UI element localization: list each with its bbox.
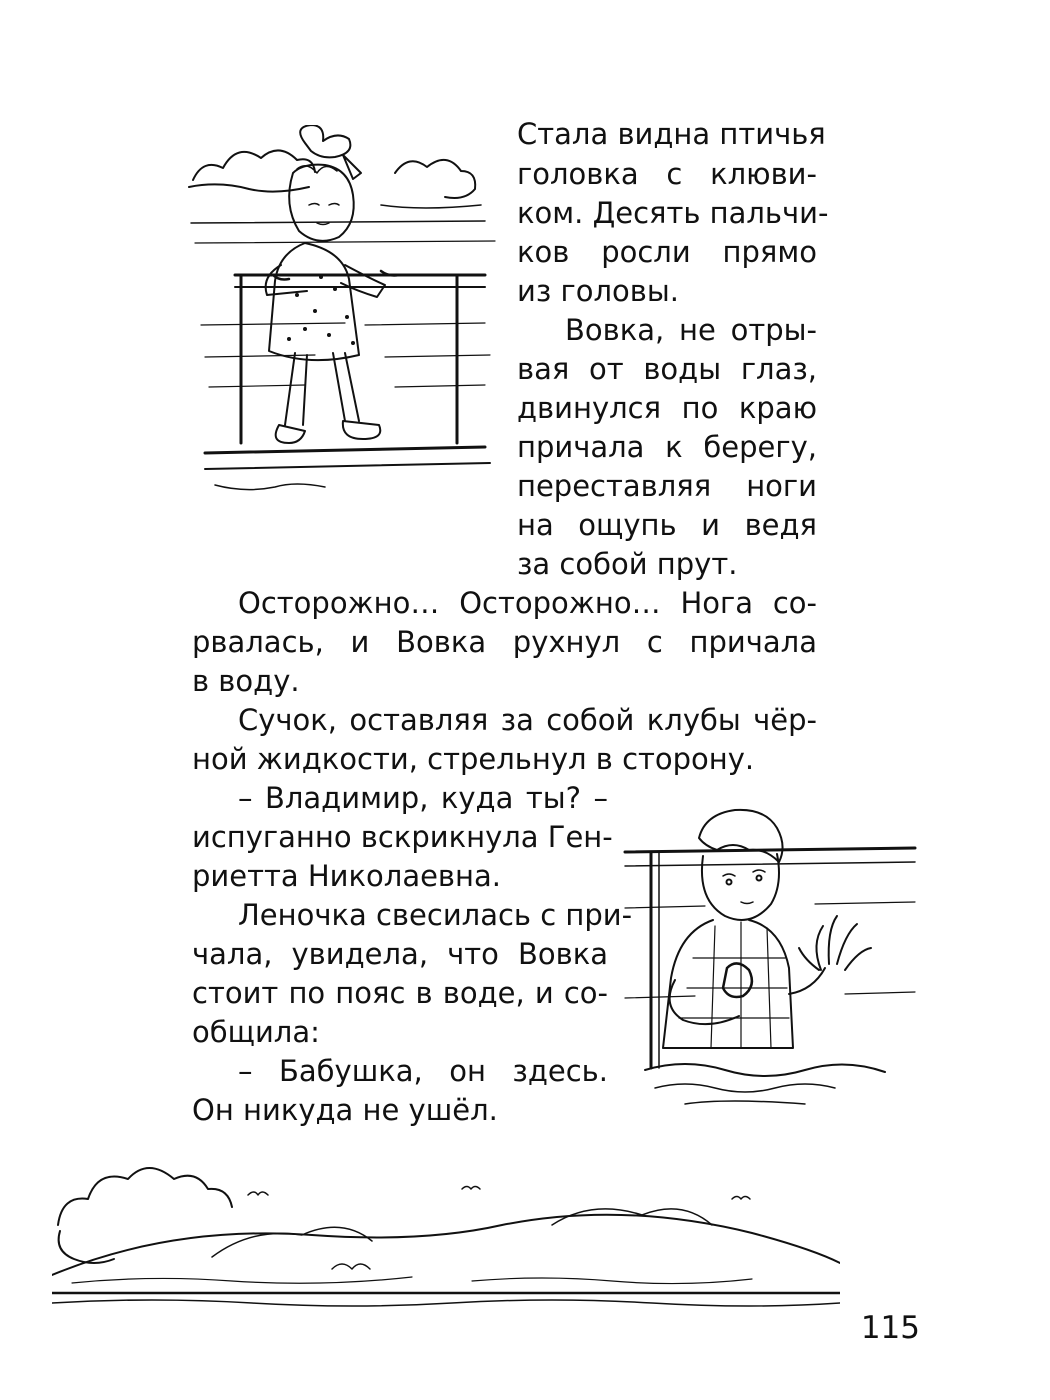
text-line: Леночка свесилась с при- bbox=[238, 898, 633, 932]
text-line: на ощупь и ведя bbox=[517, 508, 817, 542]
text-line: общила: bbox=[192, 1015, 320, 1049]
boy-in-water-illustration bbox=[615, 808, 925, 1118]
girl-on-pier-illustration bbox=[185, 125, 500, 510]
text-line: – Владимир, куда ты? – bbox=[238, 781, 608, 815]
text-line: двинулся по краю bbox=[517, 391, 817, 425]
text-line: чала, увидела, что Вовка bbox=[192, 937, 608, 971]
text-line: стоит по пояс в воде, и со- bbox=[192, 976, 608, 1010]
text-line: Сучок, оставляя за собой клубы чёр- bbox=[238, 703, 817, 737]
text-line: переставляя ноги bbox=[517, 469, 817, 503]
text-line: ной жидкости, стрельнул в сторону. bbox=[192, 742, 755, 776]
text-line: – Бабушка, он здесь. bbox=[238, 1054, 608, 1088]
text-line: Он никуда не ушёл. bbox=[192, 1093, 498, 1127]
text-line: Стала видна птичья bbox=[517, 117, 826, 151]
text-line: причала к берегу, bbox=[517, 430, 817, 464]
text-line: испуганно вскрикнула Ген- bbox=[192, 820, 613, 854]
landscape-strip-illustration bbox=[52, 1165, 840, 1315]
text-line: Вовка, не отры- bbox=[565, 313, 817, 347]
text-line: головка с клюви- bbox=[517, 157, 817, 191]
text-line: ком. Десять пальчи- bbox=[517, 196, 829, 230]
text-line: риетта Николаевна. bbox=[192, 859, 501, 893]
text-line: за собой прут. bbox=[517, 547, 738, 581]
text-line: Осторожно… Осторожно… Нога со- bbox=[238, 586, 817, 620]
text-line: из головы. bbox=[517, 274, 679, 308]
page-number: 115 bbox=[860, 1310, 920, 1346]
text-line: вая от воды глаз, bbox=[517, 352, 817, 386]
text-line: рвалась, и Вовка рухнул с причала bbox=[192, 625, 817, 659]
text-line: ков росли прямо bbox=[517, 235, 817, 269]
text-line: в воду. bbox=[192, 664, 300, 698]
